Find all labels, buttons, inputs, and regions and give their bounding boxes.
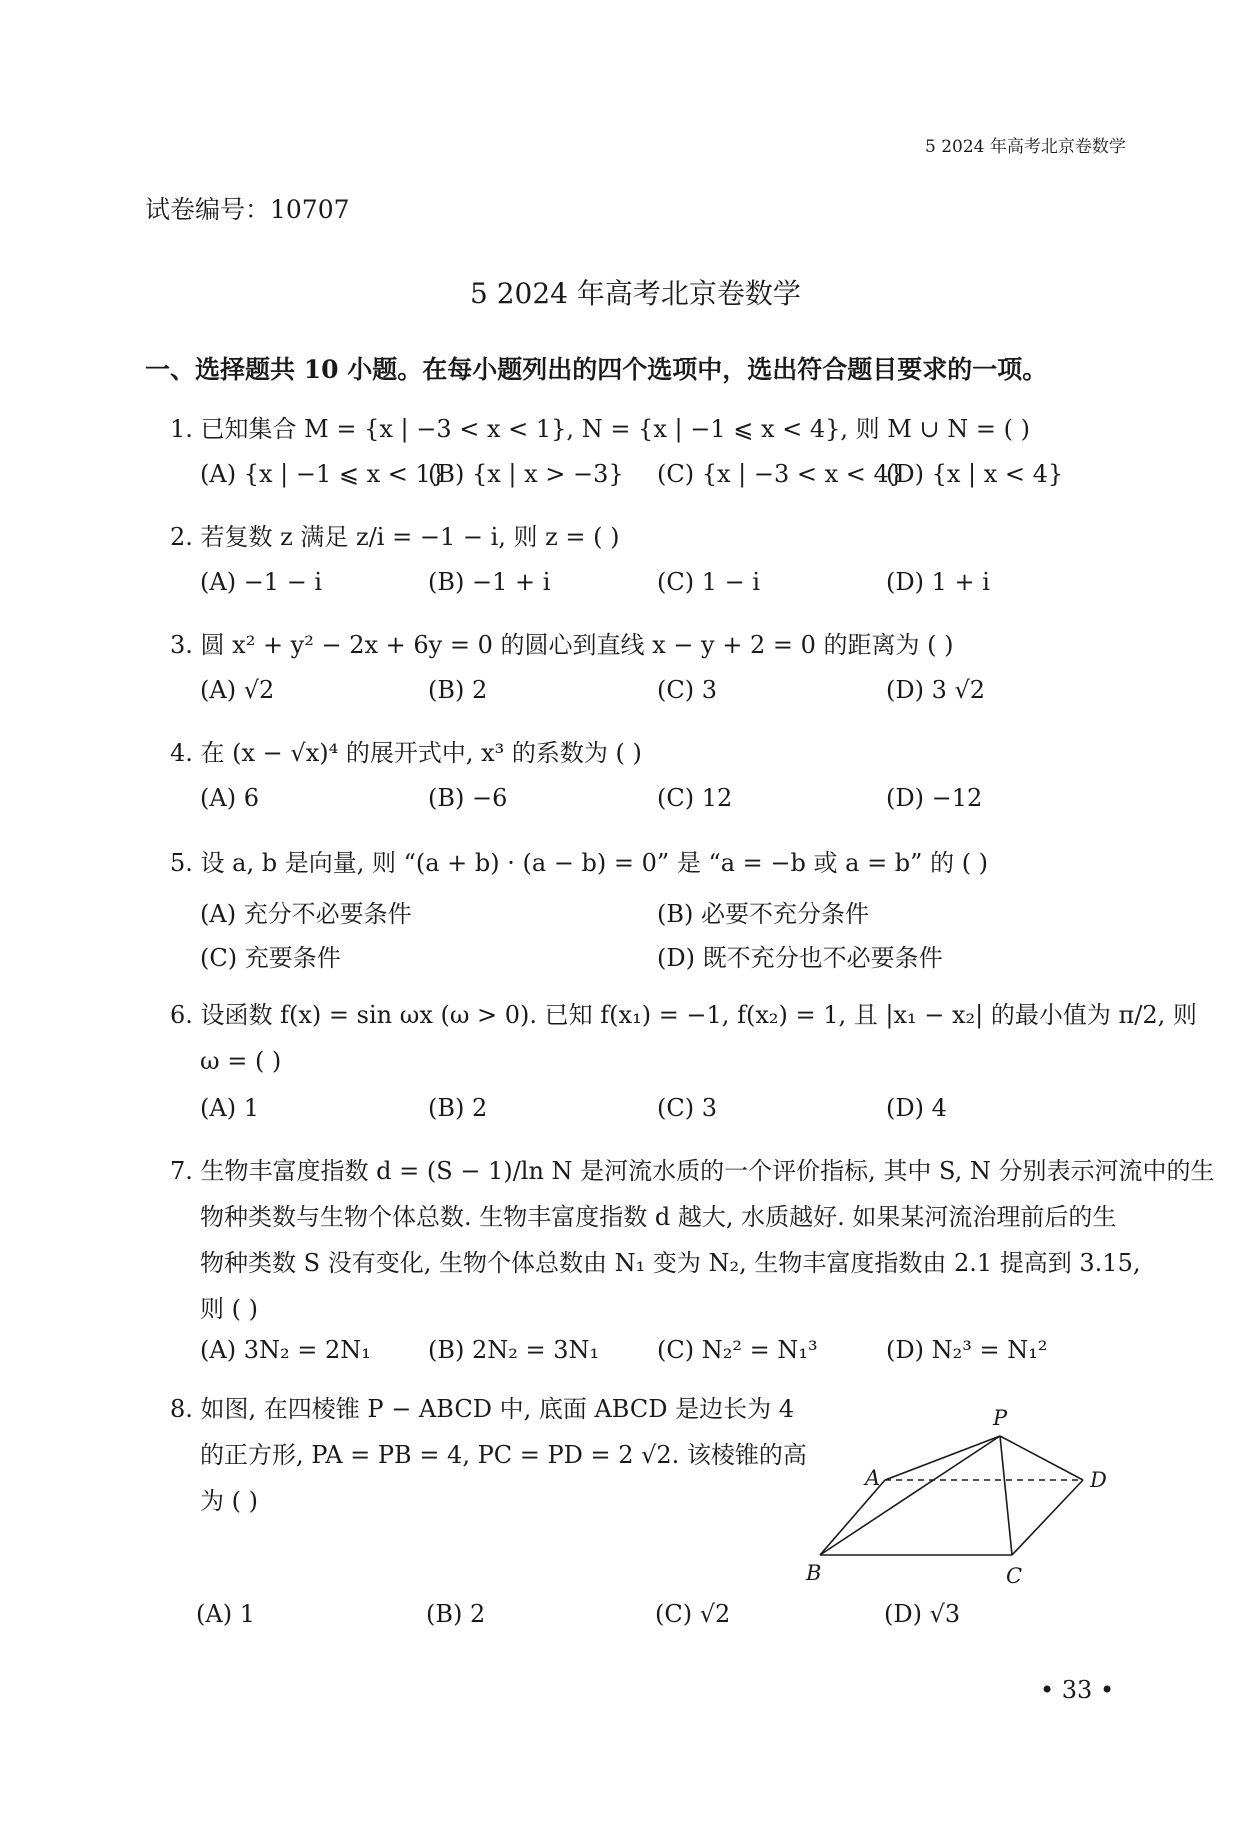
q6-option-b: (B) 2 bbox=[428, 1094, 488, 1122]
q3-option-a: (A) √2 bbox=[200, 676, 275, 704]
q2-option-c: (C) 1 − i bbox=[657, 568, 761, 596]
q5-option-c: (C) 充要条件 bbox=[200, 944, 341, 972]
q7-option-a: (A) 3N₂ = 2N₁ bbox=[200, 1336, 371, 1364]
question-7-stem: 7. 生物丰富度指数 d = (S − 1)/ln N 是河流水质的一个评价指标, 其中 S, N 分别表示河流中的生 bbox=[170, 1157, 1215, 1185]
edge-PB bbox=[820, 1436, 1000, 1555]
q2-option-b: (B) −1 + i bbox=[428, 568, 551, 596]
section-heading: 一、选择题共 10 小题。在每小题列出的四个选项中，选出符合题目要求的一项。 bbox=[145, 355, 1048, 384]
q3-option-c: (C) 3 bbox=[657, 676, 717, 704]
question-2-stem: 2. 若复数 z 满足 z/i = −1 − i, 则 z = ( ) bbox=[170, 523, 620, 551]
question-4-stem: 4. 在 (x − √x)⁴ 的展开式中, x³ 的系数为 ( ) bbox=[170, 739, 642, 767]
q8-option-a: (A) 1 bbox=[196, 1600, 255, 1628]
q5-option-b: (B) 必要不充分条件 bbox=[657, 900, 869, 928]
q4-option-b: (B) −6 bbox=[428, 784, 508, 812]
label-D: D bbox=[1090, 1468, 1107, 1492]
question-8-stem: 8. 如图, 在四棱锥 P − ABCD 中, 底面 ABCD 是边长为 4 bbox=[170, 1395, 795, 1423]
q1-option-c: (C) {x | −3 < x < 4} bbox=[657, 460, 905, 488]
question-8-stem-line-3: 为 ( ) bbox=[200, 1487, 258, 1515]
question-1-stem: 1. 已知集合 M = {x | −3 < x < 1}, N = {x | −1 ⩽ x < 4}, 则 M ∪ N = ( ) bbox=[170, 415, 1030, 443]
q8-option-b: (B) 2 bbox=[426, 1600, 486, 1628]
pyramid-figure bbox=[800, 1395, 1130, 1595]
edge-PC bbox=[1000, 1436, 1012, 1555]
question-3-stem: 3. 圆 x² + y² − 2x + 6y = 0 的圆心到直线 x − y + 2 = 0 的距离为 ( ) bbox=[170, 631, 954, 659]
question-7-stem-line-3: 物种类数 S 没有变化, 生物个体总数由 N₁ 变为 N₂, 生物丰富度指数由 2.1 提高到 3.15, bbox=[200, 1249, 1141, 1277]
label-C: C bbox=[1006, 1564, 1023, 1588]
q4-option-d: (D) −12 bbox=[886, 784, 983, 812]
q7-option-d: (D) N₂³ = N₁² bbox=[886, 1336, 1048, 1364]
page-title: 5 2024 年高考北京卷数学 bbox=[470, 277, 801, 310]
q8-option-c: (C) √2 bbox=[655, 1600, 731, 1628]
paper-number: 试卷编号：10707 bbox=[145, 195, 350, 224]
q1-option-b: (B) {x | x > −3} bbox=[428, 460, 624, 488]
edge-CD bbox=[1012, 1480, 1083, 1555]
question-8-stem-line-2: 的正方形, PA = PB = 4, PC = PD = 2 √2. 该棱锥的高 bbox=[200, 1441, 807, 1469]
q7-option-b: (B) 2N₂ = 3N₁ bbox=[428, 1336, 600, 1364]
q5-option-a: (A) 充分不必要条件 bbox=[200, 900, 412, 928]
q1-option-a: (A) {x | −1 ⩽ x < 1} bbox=[200, 460, 447, 488]
q1-option-d: (D) {x | x < 4} bbox=[886, 460, 1064, 488]
edge-BA bbox=[820, 1480, 885, 1555]
label-B: B bbox=[806, 1561, 822, 1585]
q2-option-d: (D) 1 + i bbox=[886, 568, 990, 596]
q6-option-c: (C) 3 bbox=[657, 1094, 717, 1122]
label-P: P bbox=[993, 1406, 1008, 1430]
edge-PD bbox=[1000, 1436, 1083, 1480]
question-6-stem-line-2: ω = ( ) bbox=[200, 1047, 282, 1075]
q6-option-a: (A) 1 bbox=[200, 1094, 259, 1122]
question-6-stem: 6. 设函数 f(x) = sin ωx (ω > 0). 已知 f(x₁) = −1, f(x₂) = 1, 且 |x₁ − x₂| 的最小值为 π/2, 则 bbox=[170, 1001, 1197, 1029]
q5-option-d: (D) 既不充分也不必要条件 bbox=[657, 944, 943, 972]
question-5-stem: 5. 设 a, b 是向量, 则 “(a + b) · (a − b) = 0” 是 “a = −b 或 a = b” 的 ( ) bbox=[170, 849, 989, 877]
running-header: 5 2024 年高考北京卷数学 bbox=[925, 137, 1126, 157]
question-7-stem-line-2: 物种类数与生物个体总数. 生物丰富度指数 d 越大, 水质越好. 如果某河流治理前后的生 bbox=[200, 1203, 1117, 1231]
q6-option-d: (D) 4 bbox=[886, 1094, 947, 1122]
q4-option-c: (C) 12 bbox=[657, 784, 733, 812]
q2-option-a: (A) −1 − i bbox=[200, 568, 323, 596]
q4-option-a: (A) 6 bbox=[200, 784, 259, 812]
q3-option-d: (D) 3 √2 bbox=[886, 676, 986, 704]
q8-option-d: (D) √3 bbox=[884, 1600, 961, 1628]
q7-option-c: (C) N₂² = N₁³ bbox=[657, 1336, 818, 1364]
page-number: • 33 • bbox=[1040, 1676, 1115, 1704]
q3-option-b: (B) 2 bbox=[428, 676, 488, 704]
question-7-stem-line-4: 则 ( ) bbox=[200, 1295, 258, 1323]
label-A: A bbox=[865, 1466, 881, 1490]
